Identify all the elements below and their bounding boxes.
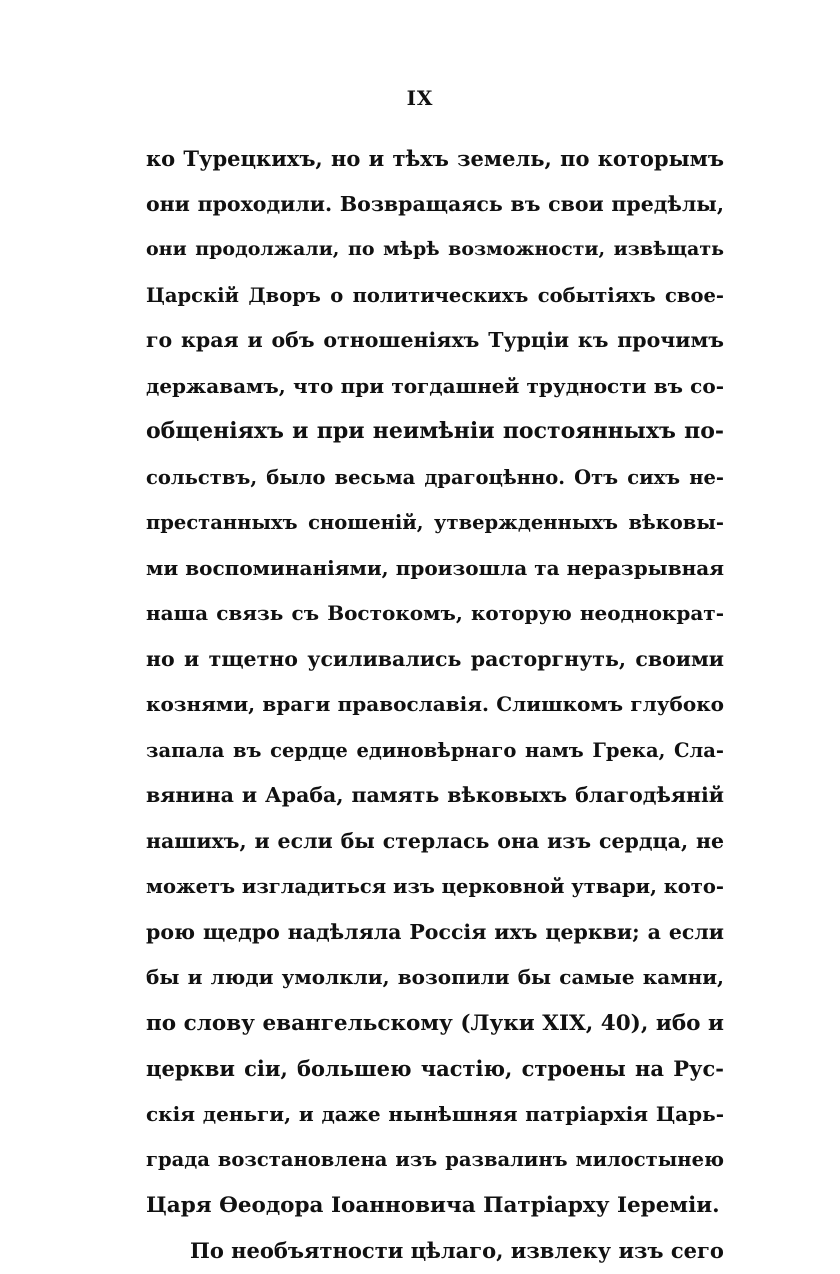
text-line: бы и люди умолкли, возопили бы самые камни, — [146, 965, 724, 989]
text-line: скія деньги, и даже нынѣшняя патріархія Царь- — [146, 1101, 724, 1126]
text-line: вянина и Араба, память вѣковыхъ благодѣяній — [146, 783, 724, 807]
paragraph-start-line: По необъятности цѣлаго, извлеку изъ сего — [190, 1238, 724, 1263]
text-line: по слову евангельскому (Луки XIX, 40), ибо и — [146, 1010, 724, 1036]
text-line: державамъ, что при тогдашней трудности въ со- — [146, 373, 724, 398]
text-line: общеніяхъ и при неимѣніи постоянныхъ по- — [146, 418, 724, 444]
text-line: града возстановлена изъ развалинъ милостынею — [146, 1148, 724, 1171]
text-line: нашихъ, и если бы стерлась она изъ сердца, не — [146, 828, 724, 853]
text-line: престанныхъ сношеній, утвержденныхъ вѣковы- — [146, 511, 724, 534]
text-line: можетъ изгладиться изъ церковной утвари, кото- — [146, 875, 724, 898]
text-line: ко Турецкихъ, но и тѣхъ земель, по которымъ — [146, 146, 724, 171]
text-line: рою щедро надѣляла Россія ихъ церкви; а если — [146, 919, 724, 944]
text-line: ми воспоминаніями, произошла та неразрывная — [146, 555, 724, 580]
text-line: они продолжали, по мѣрѣ возможности, извѣщать — [146, 238, 724, 260]
text-line: запала въ сердце единовѣрнаго намъ Грека, Сла- — [146, 738, 724, 762]
text-line: наша связь съ Востокомъ, которую неоднократ- — [146, 601, 724, 625]
text-line: Царскій Дворъ о политическихъ событіяхъ свое- — [146, 283, 724, 307]
text-line: го края и объ отношеніяхъ Турціи къ прочимъ — [146, 328, 724, 352]
body-text — [146, 136, 724, 1274]
page-number: IX — [406, 86, 434, 110]
text-line: сольствъ, было весьма драгоцѣнно. Отъ сихъ не- — [146, 465, 724, 489]
text-line: кознями, враги православія. Слишкомъ глубоко — [146, 692, 724, 716]
paragraph-end-line: Царя Ѳеодора Іоанновича Патріарху Іереміи. — [146, 1192, 720, 1218]
text-line: но и тщетно усиливались расторгнуть, своими — [146, 646, 724, 671]
text-line: церкви сіи, большею частію, строены на Рус- — [146, 1056, 724, 1081]
text-line: они проходили. Возвращаясь въ свои предѣлы, — [146, 191, 724, 216]
